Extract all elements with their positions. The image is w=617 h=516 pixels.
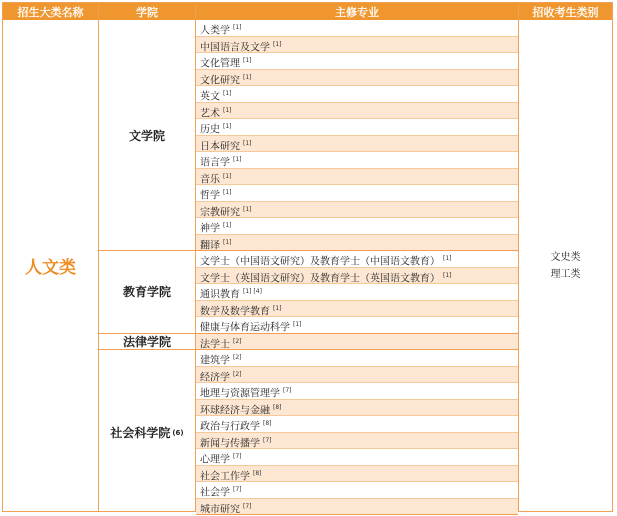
major-name: 宗教研究 xyxy=(200,206,240,218)
major-note: [1] xyxy=(243,73,252,81)
major-note: [1] xyxy=(243,57,252,64)
student-type-item: 理工类 xyxy=(550,268,581,280)
major-name: 人类学 xyxy=(200,25,230,37)
major-note: [8] xyxy=(263,420,272,427)
major-name: 神学 xyxy=(200,223,220,235)
category-name: 人文类 xyxy=(25,258,76,278)
major-note: [1] xyxy=(223,189,232,196)
student-types xyxy=(519,20,612,511)
major-row xyxy=(196,70,518,87)
major-row xyxy=(196,119,518,136)
major-name: 新闻与传播学 xyxy=(200,437,260,449)
major-row xyxy=(196,350,518,367)
major-note: [1] xyxy=(273,304,282,312)
major-note: [1] xyxy=(233,156,242,163)
major-note: [1] xyxy=(243,205,252,213)
major-name: 哲学 xyxy=(200,190,220,202)
major-row xyxy=(196,53,518,70)
major-row xyxy=(196,416,518,433)
major-note: [1] xyxy=(223,106,232,114)
major-row xyxy=(196,499,518,516)
major-row xyxy=(196,367,518,384)
major-name: 翻译 xyxy=(200,239,220,251)
major-row xyxy=(196,37,518,54)
major-note: [7] xyxy=(243,502,252,510)
major-row xyxy=(196,152,518,169)
college-cell xyxy=(99,251,195,334)
header-college: 学院 xyxy=(99,3,195,20)
major-name: 艺术 xyxy=(200,107,220,119)
header-student-types: 招收考生类别 xyxy=(519,3,612,20)
major-name: 经济学 xyxy=(200,371,230,383)
college-note: (6) xyxy=(172,428,184,437)
major-name: 法学士 xyxy=(200,338,230,350)
major-note: [7] xyxy=(283,387,292,394)
major-name: 社会工作学 xyxy=(200,470,250,482)
major-note: [7] xyxy=(233,486,242,493)
major-row xyxy=(196,400,518,417)
major-name: 中国语言及文学 xyxy=(200,41,270,53)
header-major: 主修专业 xyxy=(196,3,518,20)
major-note: [2] xyxy=(233,354,242,361)
major-row xyxy=(196,433,518,450)
college-cell xyxy=(99,334,195,351)
major-note: [7] xyxy=(233,453,242,460)
major-name: 日本研究 xyxy=(200,140,240,152)
major-name: 城市研究 xyxy=(200,503,240,515)
major-note: [1] xyxy=(233,24,242,31)
major-note: [1] xyxy=(223,123,232,130)
major-row xyxy=(196,185,518,202)
major-row xyxy=(196,169,518,186)
major-note: [2] xyxy=(233,370,242,378)
major-note: [1] [4] xyxy=(243,288,262,295)
college-cell xyxy=(99,20,195,251)
major-row xyxy=(196,86,518,103)
major-name: 音乐 xyxy=(200,173,220,185)
college-cell xyxy=(99,350,195,515)
major-row xyxy=(196,284,518,301)
major-row xyxy=(196,235,518,252)
admissions-table xyxy=(2,2,613,515)
major-row xyxy=(196,334,518,351)
college-name: 社会科学院 xyxy=(110,426,171,440)
major-note: [1] xyxy=(223,172,232,180)
major-note: [1] xyxy=(443,255,452,262)
major-row xyxy=(196,251,518,268)
major-row xyxy=(196,202,518,219)
major-note: [1] xyxy=(223,90,232,97)
major-note: [8] xyxy=(273,403,282,411)
major-note: [2] xyxy=(233,337,242,345)
major-row xyxy=(196,482,518,499)
major-note: [8] xyxy=(253,469,262,477)
major-row xyxy=(196,20,518,37)
major-name: 健康与体育运动科学 xyxy=(200,322,290,334)
major-name: 文学士（英国语文研究）及教育学士（英国语文教育） xyxy=(200,272,440,284)
major-row xyxy=(196,268,518,285)
major-row xyxy=(196,301,518,318)
major-row xyxy=(196,466,518,483)
college-name: 法律学院 xyxy=(122,334,171,349)
major-row xyxy=(196,103,518,120)
major-name: 数学及数学教育 xyxy=(200,305,270,317)
major-list xyxy=(196,20,518,515)
major-name: 心理学 xyxy=(200,454,230,466)
major-note: [1] xyxy=(443,271,452,279)
major-name: 英文 xyxy=(200,91,220,103)
college-name: 教育学院 xyxy=(122,285,171,300)
major-note: [1] xyxy=(293,321,302,328)
major-name: 环球经济与金融 xyxy=(200,404,270,416)
major-note: [1] xyxy=(243,139,252,147)
major-name: 社会学 xyxy=(200,487,230,499)
major-note: [1] xyxy=(273,40,282,48)
header-category: 招生大类名称 xyxy=(3,3,98,20)
major-name: 文学士（中国语文研究）及教育学士（中国语文教育） xyxy=(200,256,440,268)
major-name: 文化研究 xyxy=(200,74,240,86)
major-name: 通识教育 xyxy=(200,289,240,301)
major-row xyxy=(196,383,518,400)
major-name: 地理与资源管理学 xyxy=(200,388,280,400)
college-name: 文学院 xyxy=(128,128,165,143)
major-note: [7] xyxy=(263,436,272,444)
major-name: 政治与行政学 xyxy=(200,421,260,433)
major-row xyxy=(196,449,518,466)
major-name: 语言学 xyxy=(200,157,230,169)
major-name: 文化管理 xyxy=(200,58,240,70)
major-name: 历史 xyxy=(200,124,220,136)
major-note: [1] xyxy=(223,222,232,229)
major-row xyxy=(196,136,518,153)
major-row xyxy=(196,218,518,235)
student-type-item: 文史类 xyxy=(550,251,581,263)
major-note: [1] xyxy=(223,238,232,246)
major-row xyxy=(196,317,518,334)
major-name: 建筑学 xyxy=(200,355,230,367)
